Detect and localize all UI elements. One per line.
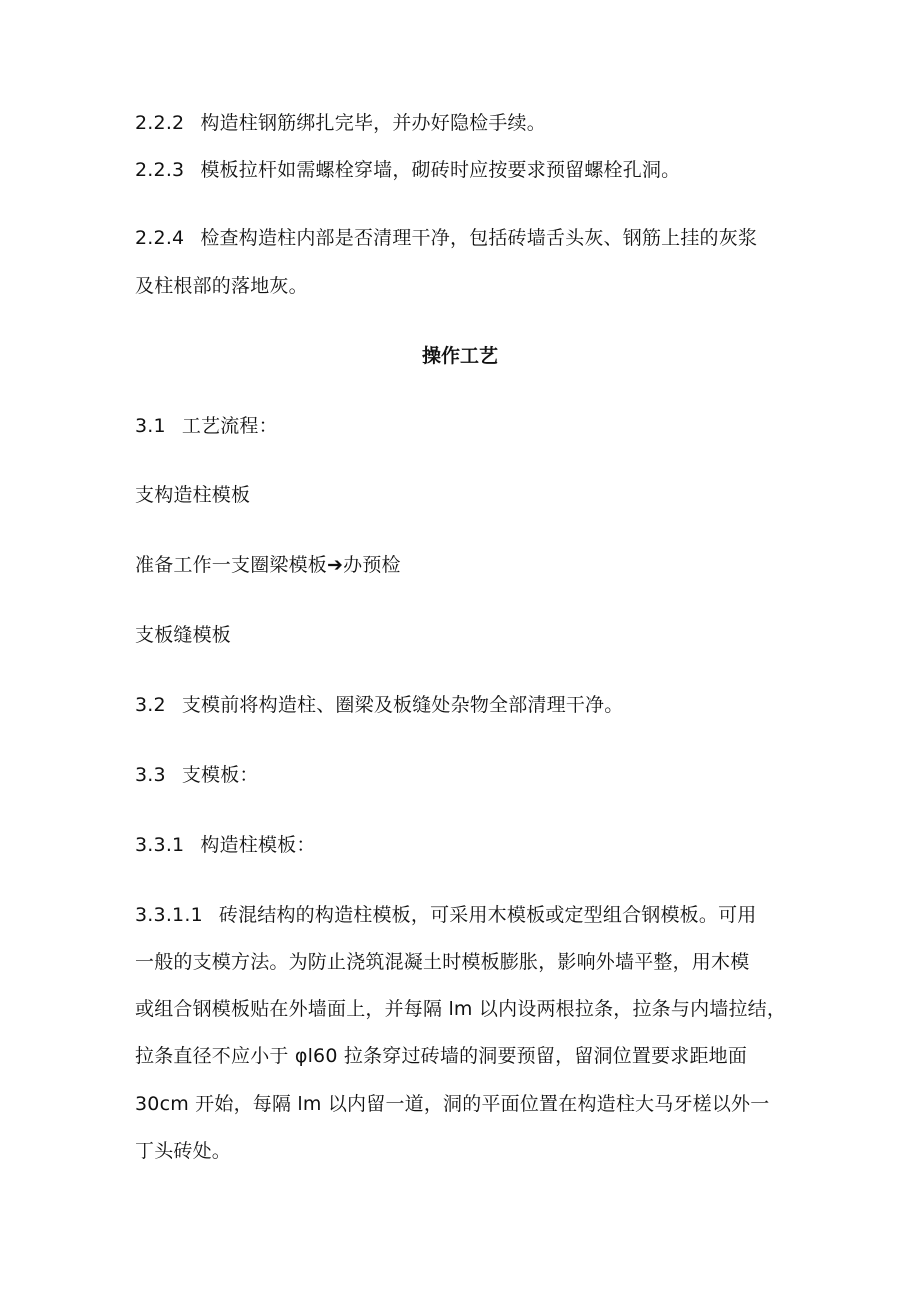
paragraph-3-3-1-1-line-4: 拉条直径不应小于 φl60 拉条穿过砖墙的洞要预留，留洞位置要求距地面 <box>135 1045 748 1067</box>
paragraph-number: 2.2.2 <box>135 112 185 134</box>
paragraph-3-3-1-1-line-3: 或组合钢模板贴在外墙面上，并每隔 lm 以内设两根拉条，拉条与内墙拉结， <box>135 998 787 1020</box>
paragraph-3-3 <box>135 763 795 787</box>
paragraph-2-2-3 <box>135 158 795 182</box>
paragraph-3-3-1-1-line-1 <box>135 903 795 927</box>
paragraph-text: 工艺流程： <box>181 415 278 437</box>
paragraph-text: 支模前将构造柱、圈梁及板缝处杂物全部清理干净。 <box>181 694 624 716</box>
paragraph-number: 2.2.3 <box>135 159 185 181</box>
paragraph-text: 构造柱模板： <box>200 834 316 856</box>
paragraph-text: 砖混结构的构造柱模板，可采用木模板或定型组合钢模板。可用 <box>218 904 757 926</box>
paragraph-text: 支模板： <box>181 764 259 786</box>
paragraph-3-3-1-1-line-6: 丁头砖处。 <box>135 1140 232 1162</box>
paragraph-number: 3.2 <box>135 694 166 716</box>
flow-line-3: 支板缝模板 <box>135 624 232 646</box>
paragraph-3-1 <box>135 414 795 438</box>
paragraph-number: 3.3.1 <box>135 834 185 856</box>
paragraph-3-3-1 <box>135 833 795 857</box>
paragraph-2-2-4-line-2 <box>135 274 795 298</box>
paragraph-3-3-1-1-line-5: 30cm 开始，每隔 lm 以内留一道，洞的平面位置在构造柱大马牙槎以外一 <box>135 1093 770 1115</box>
paragraph-2-2-4-line-1 <box>135 226 795 250</box>
paragraph-number: 3.3 <box>135 764 166 786</box>
paragraph-3-3-1-1-line-2: 一般的支模方法。为防止浇筑混凝土时模板膨胀，影响外墙平整，用木模 <box>135 951 750 973</box>
paragraph-number: 2.2.4 <box>135 227 185 249</box>
paragraph-text: 检查构造柱内部是否清理干净，包括砖墙舌头灰、钢筋上挂的灰浆 <box>200 227 758 249</box>
paragraph-number: 3.3.1.1 <box>135 904 203 926</box>
flow-line-1: 支构造柱模板 <box>135 484 251 506</box>
paragraph-number: 3.1 <box>135 415 166 437</box>
paragraph-text: 构造柱钢筋绑扎完毕，并办好隐检手续。 <box>200 112 546 134</box>
flow-line-2: 准备工作一支圈梁模板➔办预检 <box>135 554 401 576</box>
section-title: 操作工艺 <box>421 345 498 367</box>
paragraph-2-2-2 <box>135 111 795 135</box>
paragraph-text: 及柱根部的落地灰。 <box>135 275 308 297</box>
paragraph-3-2 <box>135 693 795 717</box>
paragraph-text: 模板拉杆如需螺栓穿墙，砌砖时应按要求预留螺栓孔洞。 <box>200 159 681 181</box>
